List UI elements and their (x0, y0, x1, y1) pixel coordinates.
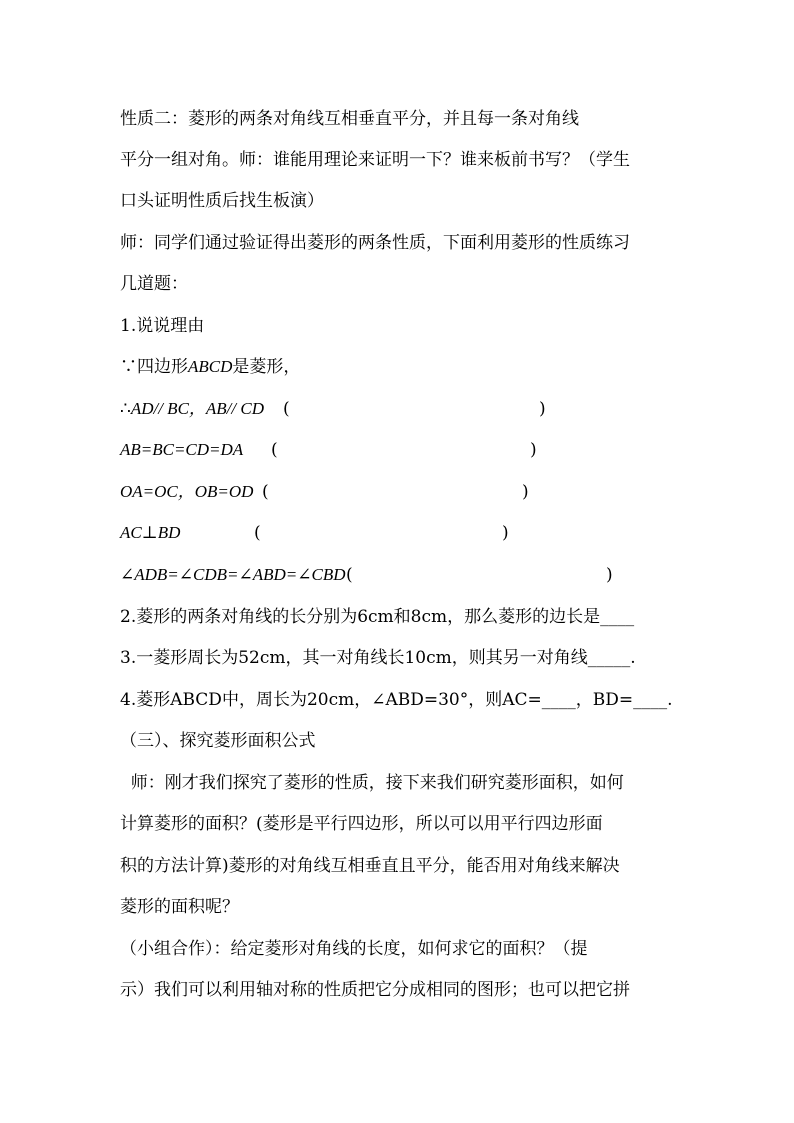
paragraph-line: 计算菱形的面积？(菱形是平行四边形，所以可以用平行四边形面 (120, 814, 603, 834)
paragraph-line: （小组合作）：给定菱形对角线的长度，如何求它的面积？（提 (120, 939, 588, 959)
exercise-3: 3.一菱形周长为52cm，其一对角线长10cm，则其另一对角线_____. (120, 648, 636, 668)
exercise-4: 4.菱形ABCD中，周长为20cm，∠ABD=30°，则AC=____，BD=____. (120, 690, 673, 710)
section-title: （三）、探究菱形面积公式 (120, 731, 316, 751)
paragraph-line: 菱形的面积呢？ (120, 897, 239, 917)
proof-step-1 (120, 399, 264, 419)
proof-step-5: ∠ADB=∠CDB=∠ABD=∠CBD (120, 565, 346, 584)
paragraph-line: 师：刚才我们探究了菱形的性质，接下来我们研究菱形面积，如何 (120, 773, 624, 793)
reason-close-paren: ) (539, 399, 546, 419)
given-prefix: ∵四边形 (120, 357, 188, 377)
paragraph-line: 示）我们可以利用轴对称的性质把它分成相同的图形；也可以把它拼 (120, 980, 630, 1000)
therefore-symbol: ∴ (120, 399, 131, 419)
text-line: 几道题： (120, 274, 188, 294)
reason-close-paren: ) (530, 440, 537, 460)
text-line: 1.说说理由 (120, 316, 205, 336)
reason-close-paren: ) (606, 565, 613, 585)
text-line: 师：同学们通过验证得出菱形的两条性质，下面利用菱形的性质练习 (120, 233, 630, 253)
reason-open-paren: ( (346, 565, 353, 585)
proof-statement: AD// BC，AB// CD (130, 399, 264, 418)
reason-open-paren: ( (254, 523, 261, 543)
quadrilateral-name: ABCD (188, 357, 233, 376)
reason-open-paren: ( (271, 440, 278, 460)
paragraph-line: 积的方法计算)菱形的对角线互相垂直且平分，能否用对角线来解决 (120, 856, 620, 876)
text-line: 平分一组对角。师：谁能用理论来证明一下？谁来板前书写？（学生 (120, 150, 630, 170)
proof-step-4: AC⊥BD (120, 523, 181, 542)
proof-given (120, 357, 300, 377)
reason-close-paren: ) (502, 523, 509, 543)
given-suffix: 是菱形， (232, 357, 301, 377)
reason-open-paren: ( (262, 482, 269, 502)
reason-open-paren: ( (283, 399, 290, 419)
reason-close-paren: ) (522, 482, 529, 502)
proof-step-2: AB=BC=CD=DA (120, 440, 244, 459)
exercise-2: 2.菱形的两条对角线的长分别为6cm和8cm，那么菱形的边长是____ (120, 607, 635, 627)
proof-step-3: OA=OC，OB=OD (120, 482, 254, 501)
text-line: 性质二：菱形的两条对角线互相垂直平分，并且每一条对角线 (120, 109, 579, 129)
text-line: 口头证明性质后找生板演） (120, 191, 324, 211)
